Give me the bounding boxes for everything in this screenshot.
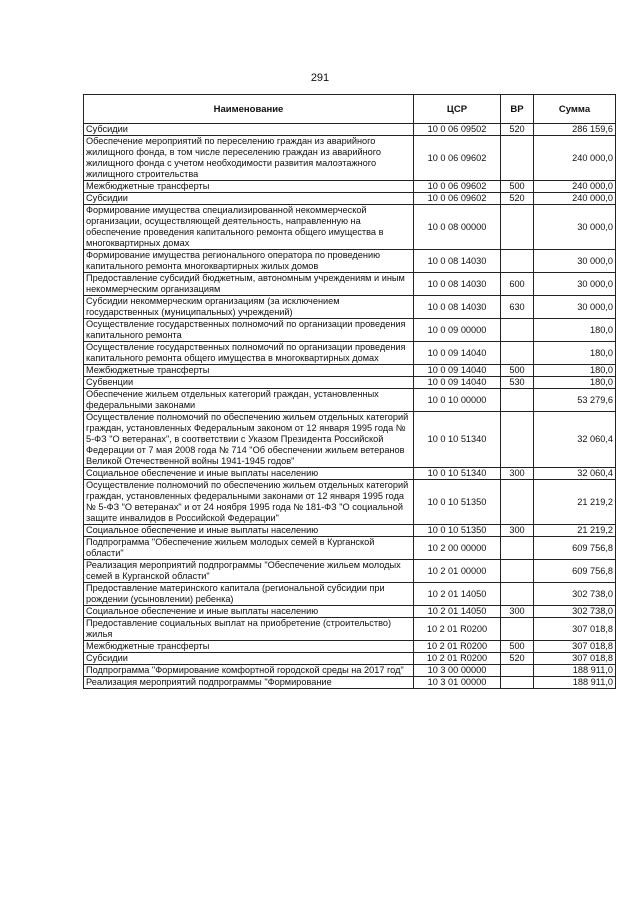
table-row	[84, 181, 616, 193]
row-sum-cell: 286 159,6	[534, 124, 616, 136]
page-number: 291	[310, 72, 330, 84]
row-sum-cell: 180,0	[534, 365, 616, 377]
budget-table	[83, 94, 616, 689]
row-sum-cell: 180,0	[534, 377, 616, 389]
row-vr-cell	[501, 537, 534, 560]
row-name-cell: Обеспечение мероприятий по переселению граждан из аварийного жилищного фонда, в том числе переселению граждан из аварийного жилищного фонда с учетом необходимости развития малоэтажного жилищного строительства	[84, 136, 414, 181]
table-row	[84, 525, 616, 537]
row-name-cell: Субсидии	[84, 124, 414, 136]
table-row	[84, 377, 616, 389]
row-vr-cell: 520	[501, 653, 534, 665]
row-vr-cell: 300	[501, 468, 534, 480]
row-csr-cell: 10 0 06 09502	[414, 124, 501, 136]
row-vr-cell	[501, 480, 534, 525]
row-csr-cell: 10 0 08 14030	[414, 250, 501, 273]
row-csr-cell: 10 2 01 14050	[414, 583, 501, 606]
row-sum-cell: 240 000,0	[534, 136, 616, 181]
row-sum-cell: 302 738,0	[534, 606, 616, 618]
row-vr-cell	[501, 319, 534, 342]
row-name-cell: Межбюджетные трансферты	[84, 181, 414, 193]
table-row	[84, 124, 616, 136]
row-sum-cell: 307 018,8	[534, 653, 616, 665]
row-sum-cell: 30 000,0	[534, 250, 616, 273]
row-vr-cell	[501, 342, 534, 365]
row-sum-cell: 21 219,2	[534, 480, 616, 525]
row-sum-cell: 30 000,0	[534, 273, 616, 296]
row-csr-cell: 10 2 01 14050	[414, 606, 501, 618]
row-vr-cell	[501, 205, 534, 250]
row-name-cell: Осуществление государственных полномочий по организации проведения капитального ремонта	[84, 319, 414, 342]
row-sum-cell: 30 000,0	[534, 296, 616, 319]
row-name-cell: Реализация мероприятий подпрограммы "Обеспечение жильем молодых семей в Курганской области"	[84, 560, 414, 583]
row-vr-cell: 300	[501, 525, 534, 537]
table-row	[84, 365, 616, 377]
row-name-cell: Межбюджетные трансферты	[84, 365, 414, 377]
row-vr-cell: 520	[501, 193, 534, 205]
table-header-row	[84, 95, 616, 124]
row-name-cell: Социальное обеспечение и иные выплаты населению	[84, 525, 414, 537]
header-csr: ЦСР	[414, 95, 501, 124]
table-row	[84, 193, 616, 205]
row-sum-cell: 30 000,0	[534, 205, 616, 250]
row-name-cell: Осуществление полномочий по обеспечению жильем отдельных категорий граждан, установленных федеральными законами от 12 января 1995 года № 5-ФЗ "О ветеранах" и от 24 ноября 1995 года № 181-ФЗ "О социальной защите инвалидов в Российской Федерации"	[84, 480, 414, 525]
table-row	[84, 606, 616, 618]
row-vr-cell	[501, 136, 534, 181]
table-row	[84, 319, 616, 342]
row-vr-cell	[501, 412, 534, 468]
row-sum-cell: 180,0	[534, 342, 616, 365]
row-csr-cell: 10 0 09 14040	[414, 377, 501, 389]
row-name-cell: Межбюджетные трансферты	[84, 641, 414, 653]
row-csr-cell: 10 2 01 00000	[414, 560, 501, 583]
row-vr-cell: 530	[501, 377, 534, 389]
row-sum-cell: 307 018,8	[534, 618, 616, 641]
row-sum-cell: 21 219,2	[534, 525, 616, 537]
row-vr-cell: 520	[501, 124, 534, 136]
row-vr-cell	[501, 250, 534, 273]
table-row	[84, 273, 616, 296]
table-row	[84, 389, 616, 412]
row-csr-cell: 10 2 01 R0200	[414, 618, 501, 641]
row-name-cell: Социальное обеспечение и иные выплаты населению	[84, 468, 414, 480]
table-row	[84, 136, 616, 181]
row-sum-cell: 32 060,4	[534, 468, 616, 480]
row-csr-cell: 10 0 08 00000	[414, 205, 501, 250]
row-name-cell: Подпрограмма "Формирование комфортной городской среды на 2017 год"	[84, 665, 414, 677]
row-vr-cell	[501, 583, 534, 606]
table-row	[84, 468, 616, 480]
row-csr-cell: 10 0 08 14030	[414, 273, 501, 296]
row-csr-cell: 10 0 09 00000	[414, 319, 501, 342]
row-sum-cell: 609 756,8	[534, 537, 616, 560]
row-csr-cell: 10 2 01 R0200	[414, 641, 501, 653]
row-sum-cell: 188 911,0	[534, 677, 616, 689]
row-csr-cell: 10 0 10 00000	[414, 389, 501, 412]
row-csr-cell: 10 0 10 51340	[414, 412, 501, 468]
row-name-cell: Подпрограмма "Обеспечение жильем молодых семей в Курганской области"	[84, 537, 414, 560]
table-row	[84, 250, 616, 273]
row-name-cell: Реализация мероприятий подпрограммы "Формирование	[84, 677, 414, 689]
row-csr-cell: 10 3 01 00000	[414, 677, 501, 689]
row-sum-cell: 307 018,8	[534, 641, 616, 653]
row-csr-cell: 10 0 06 09602	[414, 193, 501, 205]
table-row	[84, 560, 616, 583]
row-name-cell: Предоставление социальных выплат на приобретение (строительство) жилья	[84, 618, 414, 641]
table-row	[84, 677, 616, 689]
row-name-cell: Осуществление полномочий по обеспечению жильем отдельных категорий граждан, установленных Федеральным законом от 12 января 1995 года № 5-ФЗ "О ветеранах", в соответствии с Указом Президента Российской Федерации от 7 мая 2008 года № 714 "Об обеспечении жильем ветеранов Великой Отечественной войны 1941-1945 годов"	[84, 412, 414, 468]
row-name-cell: Субсидии	[84, 653, 414, 665]
row-csr-cell: 10 3 00 00000	[414, 665, 501, 677]
row-sum-cell: 180,0	[534, 319, 616, 342]
row-csr-cell: 10 0 08 14030	[414, 296, 501, 319]
row-csr-cell: 10 0 06 09602	[414, 181, 501, 193]
row-name-cell: Осуществление государственных полномочий по организации проведения капитального ремонта общего имущества в многоквартирных домах	[84, 342, 414, 365]
row-sum-cell: 240 000,0	[534, 181, 616, 193]
row-name-cell: Социальное обеспечение и иные выплаты населению	[84, 606, 414, 618]
row-vr-cell: 500	[501, 641, 534, 653]
row-sum-cell: 188 911,0	[534, 665, 616, 677]
row-vr-cell: 300	[501, 606, 534, 618]
row-csr-cell: 10 0 10 51350	[414, 480, 501, 525]
row-vr-cell: 500	[501, 365, 534, 377]
header-sum: Сумма	[534, 95, 616, 124]
row-vr-cell	[501, 389, 534, 412]
row-csr-cell: 10 0 10 51350	[414, 525, 501, 537]
table-row	[84, 205, 616, 250]
row-name-cell: Формирование имущества регионального оператора по проведению капитального ремонта многоквартирных жилых домов	[84, 250, 414, 273]
header-name: Наименование	[84, 95, 414, 124]
row-sum-cell: 240 000,0	[534, 193, 616, 205]
row-vr-cell: 500	[501, 181, 534, 193]
row-name-cell: Субсидии некоммерческим организациям (за исключением государственных (муниципальных) учреждений)	[84, 296, 414, 319]
row-sum-cell: 32 060,4	[534, 412, 616, 468]
table-row	[84, 653, 616, 665]
table-row	[84, 618, 616, 641]
row-sum-cell: 302 738,0	[534, 583, 616, 606]
row-csr-cell: 10 0 06 09602	[414, 136, 501, 181]
table-row	[84, 583, 616, 606]
row-sum-cell: 609 756,8	[534, 560, 616, 583]
row-csr-cell: 10 0 09 14040	[414, 342, 501, 365]
table-row	[84, 296, 616, 319]
row-vr-cell	[501, 665, 534, 677]
row-name-cell: Предоставление субсидий бюджетным, автономным учреждениям и иным некоммерческим организациям	[84, 273, 414, 296]
table-row	[84, 342, 616, 365]
row-vr-cell: 600	[501, 273, 534, 296]
table-row	[84, 665, 616, 677]
row-name-cell: Предоставление материнского капитала (региональной субсидии при рождении (усыновлении) ребенка)	[84, 583, 414, 606]
row-csr-cell: 10 0 09 14040	[414, 365, 501, 377]
table-row	[84, 412, 616, 468]
table-row	[84, 641, 616, 653]
row-vr-cell	[501, 677, 534, 689]
row-name-cell: Субсидии	[84, 193, 414, 205]
row-name-cell: Формирование имущества специализированной некоммерческой организации, осуществляющей деятельность, направленную на обеспечение проведения капитального ремонта общего имущества в многоквартирных домах	[84, 205, 414, 250]
row-csr-cell: 10 2 00 00000	[414, 537, 501, 560]
row-name-cell: Обеспечение жильем отдельных категорий граждан, установленных федеральными законами	[84, 389, 414, 412]
table-row	[84, 480, 616, 525]
row-vr-cell	[501, 618, 534, 641]
row-vr-cell: 630	[501, 296, 534, 319]
row-csr-cell: 10 0 10 51340	[414, 468, 501, 480]
row-name-cell: Субвенции	[84, 377, 414, 389]
table-row	[84, 537, 616, 560]
row-vr-cell	[501, 560, 534, 583]
row-csr-cell: 10 2 01 R0200	[414, 653, 501, 665]
row-sum-cell: 53 279,6	[534, 389, 616, 412]
header-vr: ВР	[501, 95, 534, 124]
